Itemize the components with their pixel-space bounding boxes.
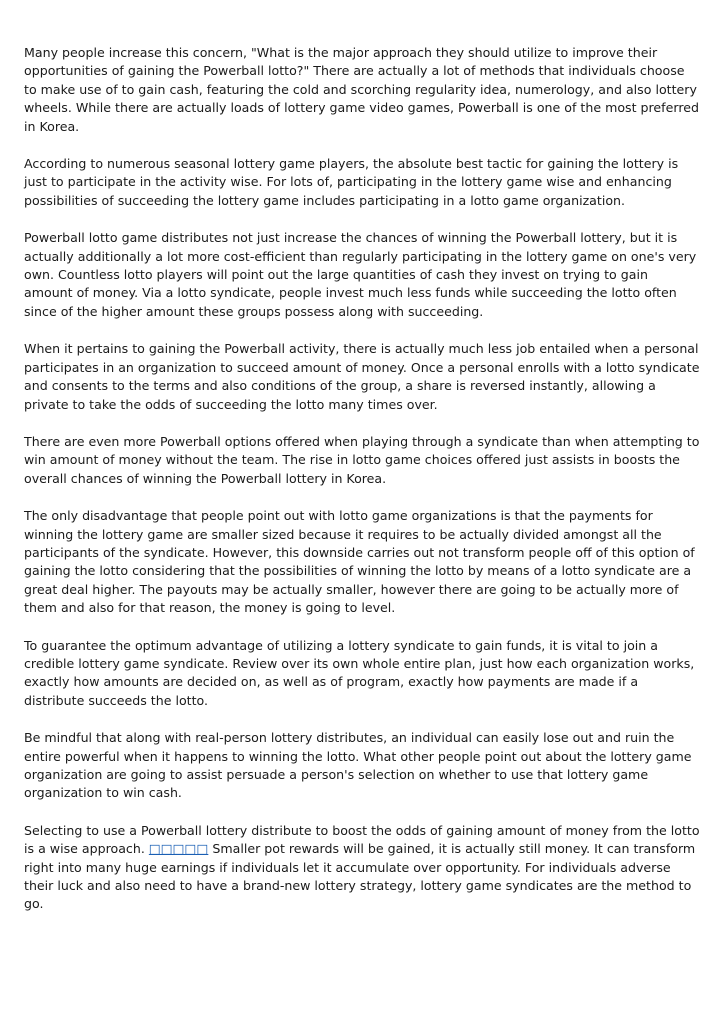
paragraph-9-rest: Smaller pot rewards will be gained, it is actually still money. It can transform right into many huge earnings if individuals let it accumulate over opportunity. For individuals adverse their luck and also need to have a brand-new lottery strategy, lottery game syndicates are the method to go. <box>24 841 696 912</box>
paragraph-5: There are even more Powerball options offered when playing through a syndicate than when attempting to win amount of money without the team. The rise in lotto game choices offered just assists in boosts the overall chances of winning the Powerball lottery in Korea. <box>24 433 700 486</box>
paragraph-3: Powerball lotto game distributes not just increase the chances of winning the Powerball lottery, but it is actually additionally a lot more cost-efficient than regularly participating in the lottery game on one's very own. Countless lotto players will point out the large quantities of cash they invest on trying to gain amount of money. Via a lotto syndicate, people invest much less funds while succeeding the lotto often since of the higher amount these groups possess along with succeeding. <box>24 230 697 319</box>
paragraph-1: Many people increase this concern, "What is the major approach they should utilize to improve their opportunities of gaining the Powerball lotto?" There are actually a lot of methods that individuals choose to make use of to gain cash, featuring the cold and scorching regularity idea, numerology, and also lottery wheels. While there are actually loads of lottery game video games, Powerball is one of the most preferred in Korea. <box>24 45 699 134</box>
paragraph-9 <box>24 822 700 914</box>
paragraph-4: When it pertains to gaining the Powerball activity, there is actually much less job entailed when a personal participates in an organization to succeed amount of money. Once a personal enrolls with a lotto syndicate and consents to the terms and also conditions of the group, a share is reversed instantly, allowing a private to take the odds of succeeding the lotto many times over. <box>24 341 700 412</box>
paragraph-7: To guarantee the optimum advantage of utilizing a lottery syndicate to gain funds, it is vital to join a credible lottery game syndicate. Review over its own whole entire plan, just how each organization works, exactly how amounts are decided on, as well as of program, exactly how payments are made if a distribute succeeds the lotto. <box>24 637 695 708</box>
article-body <box>24 44 700 933</box>
paragraph-2: According to numerous seasonal lottery game players, the absolute best tactic for gaining the lottery is just to participate in the activity wise. For lots of, participating in the lottery game wise and enhancing possibilities of succeeding the lottery game includes participating in a lotto game organization. <box>24 156 679 208</box>
inline-link[interactable]: □□□□□ <box>148 841 209 857</box>
paragraph-6: The only disadvantage that people point out with lotto game organizations is that the payments for winning the lottery game are smaller sized because it requires to be actually divided amongst all the participants of the syndicate. However, this downside carries out not transform people off of this option of gaining the lotto considering that the possibilities of winning the lotto by means of a lotto syndicate are a great deal higher. The payouts may be actually smaller, however there are going to be actually more of them and also for that reason, the money is going to level. <box>24 508 695 616</box>
paragraph-8: Be mindful that along with real-person lottery distributes, an individual can easily lose out and ruin the entire powerful when it happens to winning the lotto. What other people point out about the lottery game organization are going to assist persuade a person's selection on whether to use that lottery game organization to win cash. <box>24 730 692 801</box>
paragraph-9-intro: Selecting to use a Powerball lottery distribute to boost the odds of gaining amount of money from the lotto is a wise approach. <box>24 822 700 857</box>
